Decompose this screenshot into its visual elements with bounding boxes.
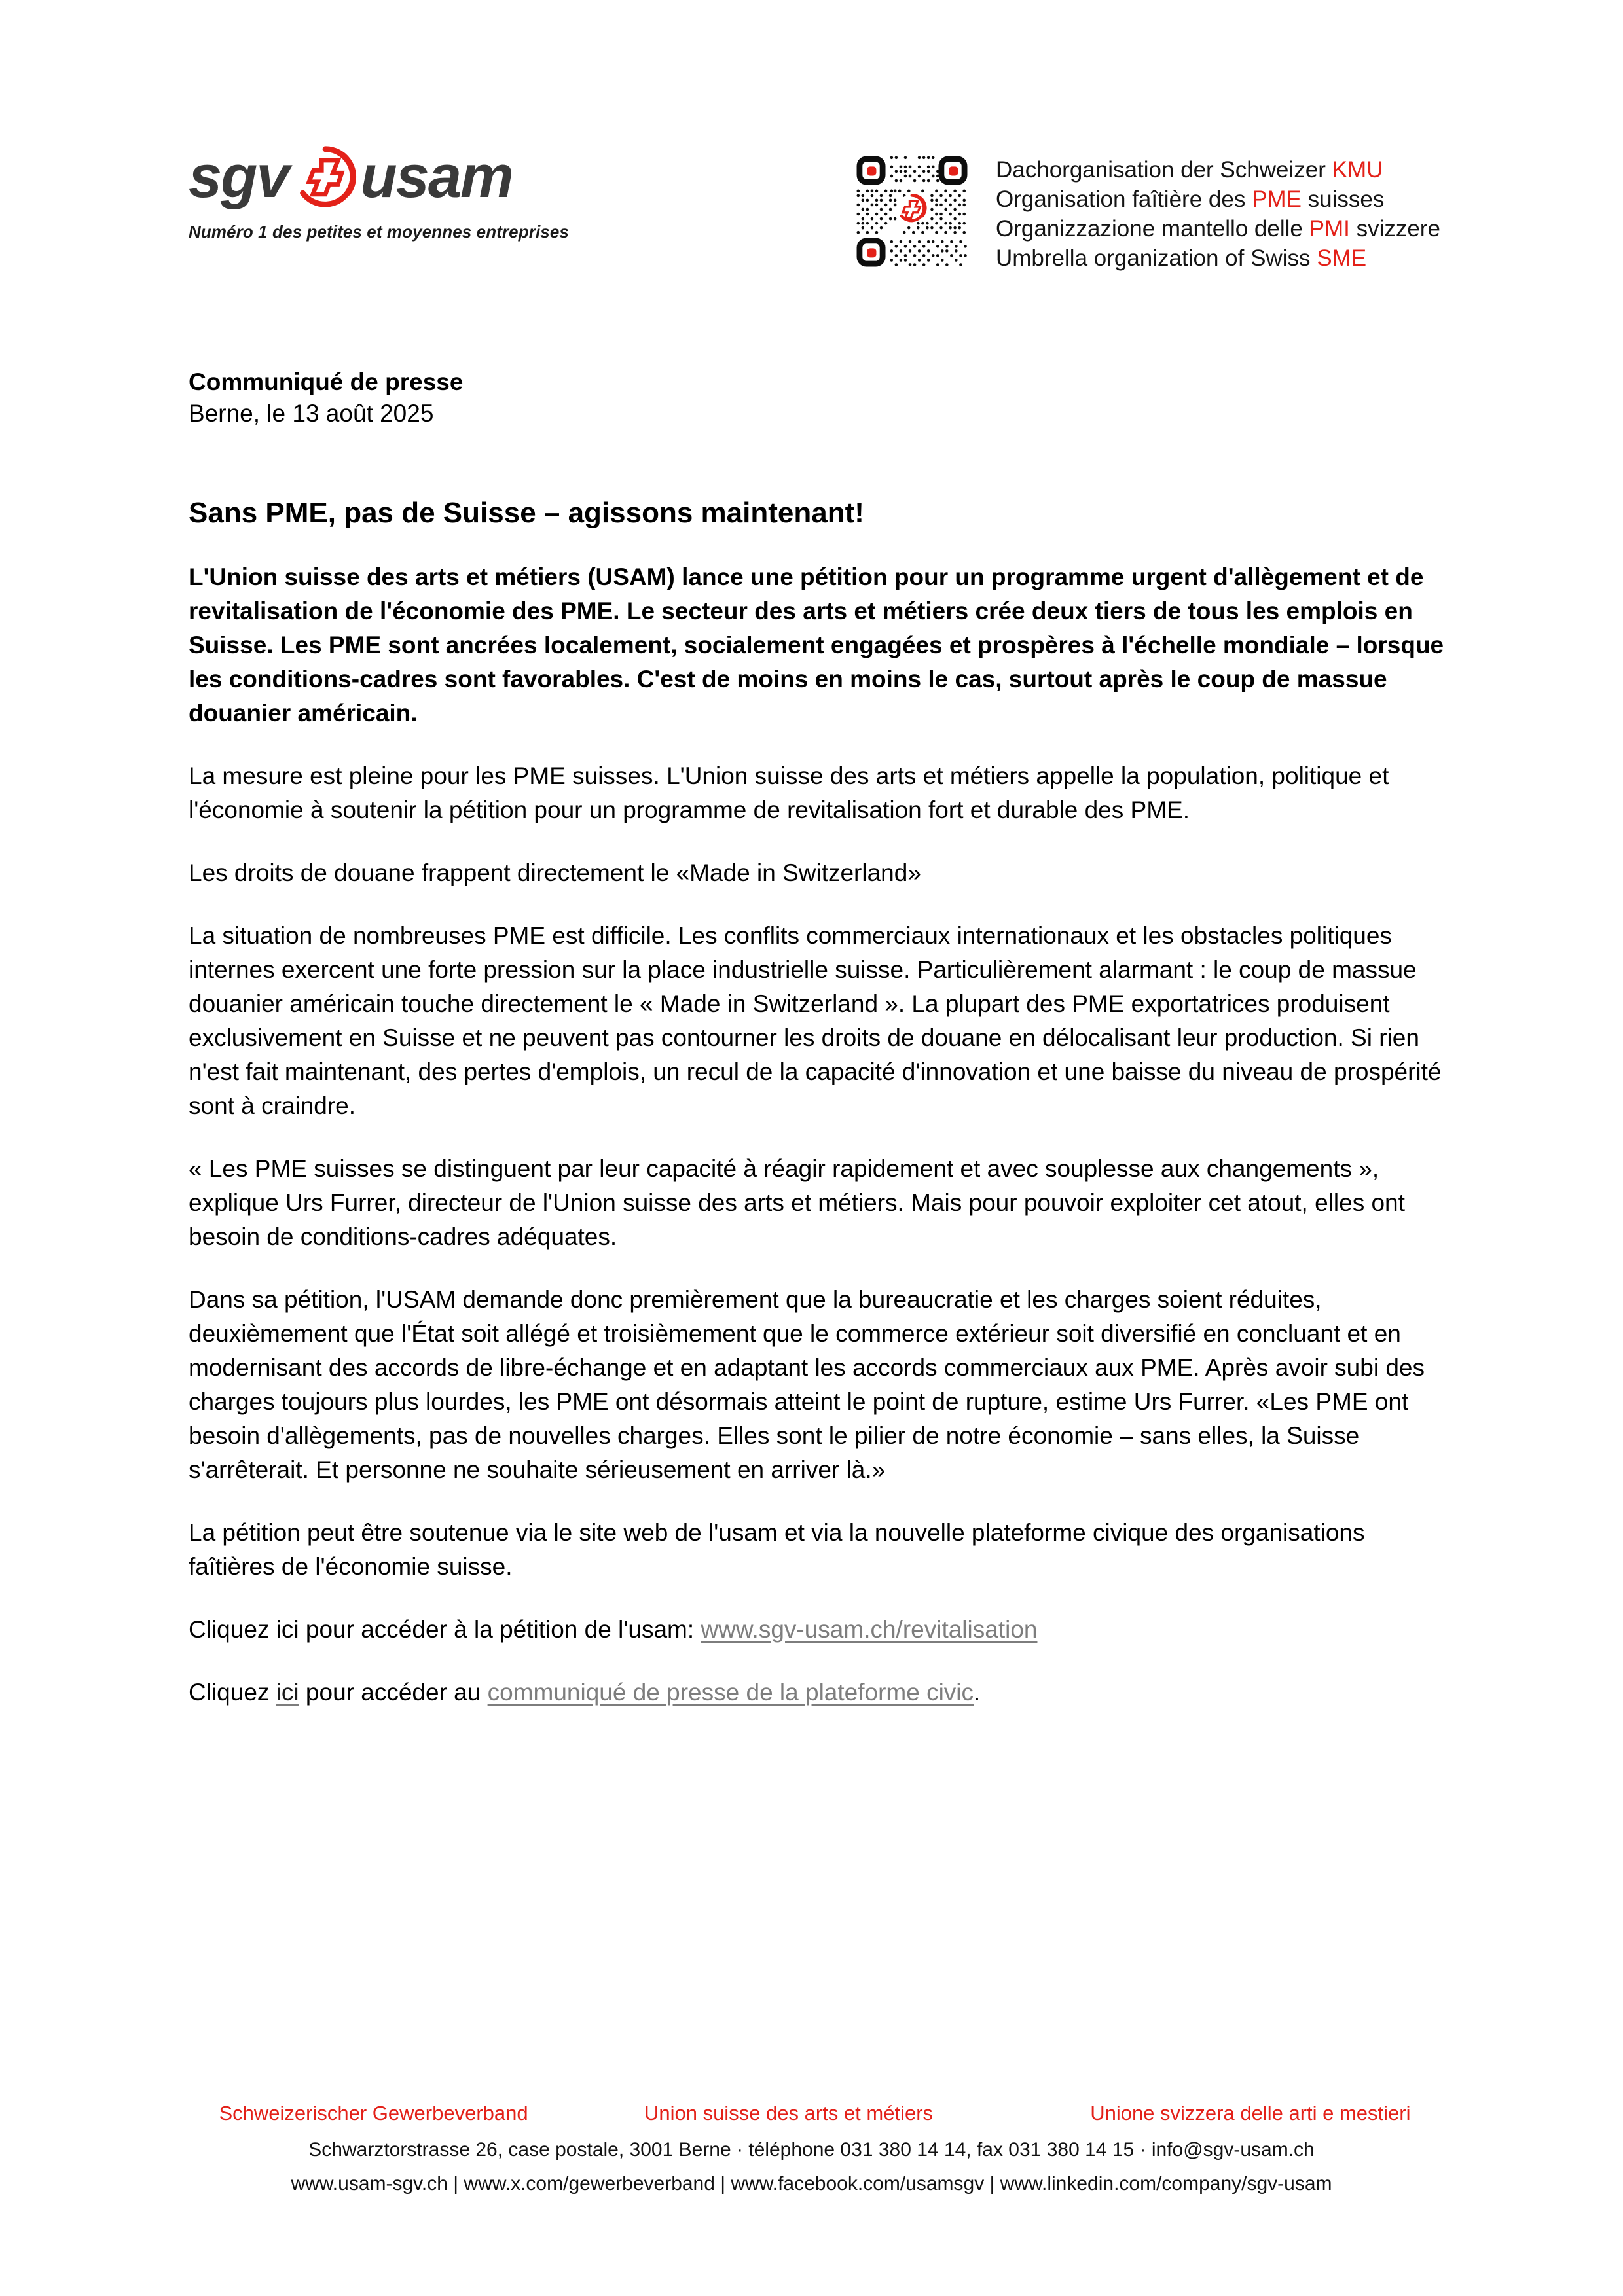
footer-org-it: Unione svizzera delle arti e mestieri	[1090, 2102, 1411, 2125]
lead-paragraph: L'Union suisse des arts et métiers (USAM) lance une pétition pour un programme urgent d'allègement et de revitalisation de l'économie des PME. Le secteur des arts et métiers crée deux tiers de tous les emplois en Suisse. Les PME sont ancrées localement, socialement engagées et prospères à l'échelle mondiale – lorsque les conditions-cadres sont favorables. C'est de moins en moins le cas, surtout après le coup de massue douanier américain.	[189, 564, 1444, 726]
logo-text-usam: usam	[360, 143, 513, 210]
logo-text-sgv: sgv	[189, 143, 289, 210]
press-link-suffix: .	[974, 1679, 981, 1706]
org-line-fr: Organisation faîtière des PME suisses	[996, 187, 1385, 212]
footer-org-fr: Union suisse des arts et métiers	[644, 2102, 934, 2125]
paragraph-2: La situation de nombreuses PME est difficile. Les conflits commerciaux internationaux et les obstacles politiques internes exercent une forte pression sur la place industrielle suisse. Particulièrement alarmant : le coup de massue douanier américain touche directement le « Made in Switzerland ». La plupart des PME exportatrices produisent exclusivement en Suisse et ne peuvent pas contourner les droits de douane en délocalisant leur production. Si rien n'est fait maintenant, des pertes d'emplois, un recul de la capacité d'innovation et une baisse du niveau de prospérité sont à craindre.	[189, 922, 1442, 1119]
page-title: Sans PME, pas de Suisse – agissons maintenant!	[189, 497, 864, 529]
subheading-1: Les droits de douane frappent directement le «Made in Switzerland»	[189, 859, 921, 886]
footer-address: Schwarztorstrasse 26, case postale, 3001 Berne · téléphone 031 380 14 14, fax 031 380 14 15 · info@sgv-usam.ch	[308, 2139, 1315, 2161]
paragraph-1: La mesure est pleine pour les PME suisses. L'Union suisse des arts et métiers appelle la population, politique et l'économie à soutenir la pétition pour un programme de revitalisation fort et durable des PME.	[189, 762, 1389, 823]
press-link-prefix: Cliquez	[189, 1679, 276, 1706]
petition-link-line	[189, 1613, 1449, 1647]
org-line-en: Umbrella organization of Swiss SME	[996, 245, 1367, 271]
qr-code-icon[interactable]	[854, 154, 970, 269]
paragraph-4: Dans sa pétition, l'USAM demande donc premièrement que la bureaucratie et les charges soient réduites, deuxièmement que l'État soit allégé et troisièmement que le commerce extérieur soit diversifié en concluant et en modernisant des accords de libre-échange et en adaptant les accords commerciaux aux PME. Après avoir subi des charges toujours plus lourdes, les PME ont désormais atteint le point de rupture, estime Urs Furrer. «Les PME ont besoin d'allègements, pas de nouvelles charges. Elles sont le pilier de notre économie – sans elles, la Suisse s'arrêterait. Et personne ne souhaite sérieusement en arriver là.»	[189, 1286, 1425, 1483]
footer-org-de: Schweizerischer Gewerbeverband	[219, 2102, 528, 2125]
footer-org-names	[0, 2100, 1623, 2127]
swiss-cross-circle-logo-icon	[294, 145, 357, 208]
footer-web-links: www.usam-sgv.ch | www.x.com/gewerbeverband | www.facebook.com/usamsgv | www.linkedin.com/company/sgv-usam	[291, 2173, 1332, 2195]
org-line-it: Organizzazione mantello delle PMI svizzere	[996, 216, 1440, 242]
document-header	[0, 141, 1623, 285]
logo-wordmark	[189, 141, 608, 213]
petition-url-link[interactable]: www.sgv-usam.ch/revitalisation	[701, 1616, 1038, 1643]
press-release-link-line	[189, 1676, 1449, 1710]
petition-link-prefix: Cliquez ici pour accéder à la pétition de l'usam:	[189, 1616, 701, 1643]
ici-link[interactable]: ici	[276, 1679, 299, 1706]
usam-logo	[189, 141, 608, 242]
plateforme-civic-link[interactable]: communiqué de presse de la plateforme civic	[487, 1679, 974, 1706]
org-name-lines	[996, 154, 1440, 273]
press-link-middle: pour accéder au	[299, 1679, 488, 1706]
org-line-de: Dachorganisation der Schweizer KMU	[996, 157, 1383, 183]
dateline: Berne, le 13 août 2025	[189, 400, 434, 427]
logo-tagline: Numéro 1 des petites et moyennes entreprises	[189, 222, 569, 242]
document-footer	[0, 2100, 1623, 2199]
qr-and-org-names	[854, 154, 1440, 273]
document-body	[189, 367, 1449, 1710]
paragraph-3: « Les PME suisses se distinguent par leur capacité à réagir rapidement et avec souplesse aux changements », explique Urs Furrer, directeur de l'Union suisse des arts et métiers. Mais pour pouvoir exploiter cet atout, elles ont besoin de conditions-cadres adéquates.	[189, 1155, 1405, 1250]
paragraph-5: La pétition peut être soutenue via le site web de l'usam et via la nouvelle plateforme civique des organisations faîtières de l'économie suisse.	[189, 1519, 1365, 1580]
document-type-label: Communiqué de presse	[189, 368, 464, 395]
